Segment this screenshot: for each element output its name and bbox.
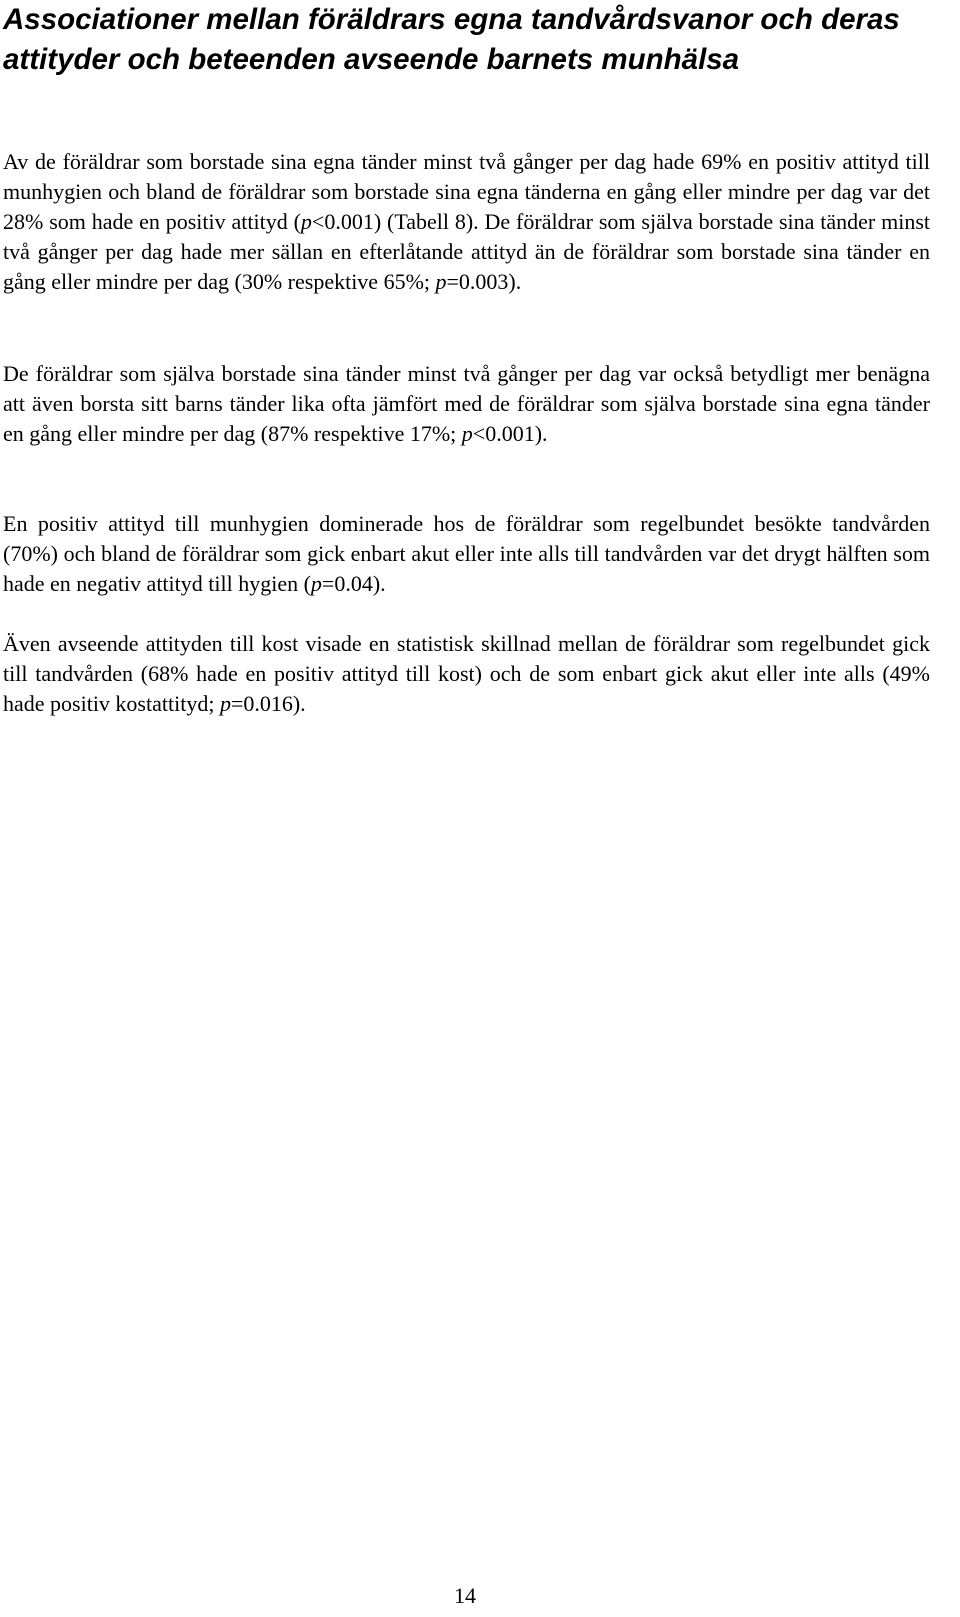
paragraph-text: =0.04). <box>321 571 386 596</box>
p-symbol: p <box>461 421 473 446</box>
paragraph-text: <0.001). <box>472 421 548 446</box>
paragraph-text: En positiv attityd till munhygien dominerade hos de föräldrar som regelbundet besökte tandvården (70%) och bland de föräldrar som gick enbart akut eller inte alls till tandvården var det drygt hälften som hade en negativ attityd till hygien ( <box>3 511 930 596</box>
p-symbol: p <box>310 571 322 596</box>
paragraph-text: De föräldrar som själva borstade sina tänder minst två gånger per dag var också betydligt mer benägna att även borsta sitt barns tänder lika ofta jämfört med de föräldrar som själva borstade sina egna tänder en gång eller mindre per dag (87% respektive 17%; <box>3 361 930 446</box>
paragraph-dental-visits <box>3 509 930 599</box>
paragraph-child-brushing <box>3 359 930 449</box>
p-symbol: p <box>219 691 231 716</box>
p-symbol: p <box>300 209 312 234</box>
paragraph-text: Även avseende attityden till kost visade en statistisk skillnad mellan de föräldrar som regelbundet gick till tandvården (68% hade en positiv attityd till kost) och de som enbart gick akut eller inte alls (49% hade positiv kostattityd; <box>3 631 930 716</box>
paragraph-brushing-attitude <box>3 147 930 297</box>
page-number: 14 <box>454 1583 476 1608</box>
paragraph-text: Av de föräldrar som borstade sina egna tänder minst två gånger per dag hade 69% en positiv attityd till munhygien och bland de föräldrar som borstade sina egna tänderna en gång eller mindre per dag var det 28% som hade en positiv attityd ( <box>3 149 930 234</box>
section-heading: Associationer mellan föräldrars egna tandvårdsvanor och deras attityder och beteenden avseende barnets munhälsa <box>3 3 900 76</box>
paragraph-text: <0.001) (Tabell 8). De föräldrar som själva borstade sina tänder minst två gånger per dag hade mer sällan en efterlåtande attityd än de föräldrar som borstade sina tänder en gång eller mindre per dag (30% respektive 65%; <box>3 209 930 294</box>
p-symbol: p <box>435 269 447 294</box>
paragraph-text: =0.016). <box>230 691 306 716</box>
paragraph-diet-attitude <box>3 629 930 719</box>
paragraph-text: =0.003). <box>446 269 522 294</box>
